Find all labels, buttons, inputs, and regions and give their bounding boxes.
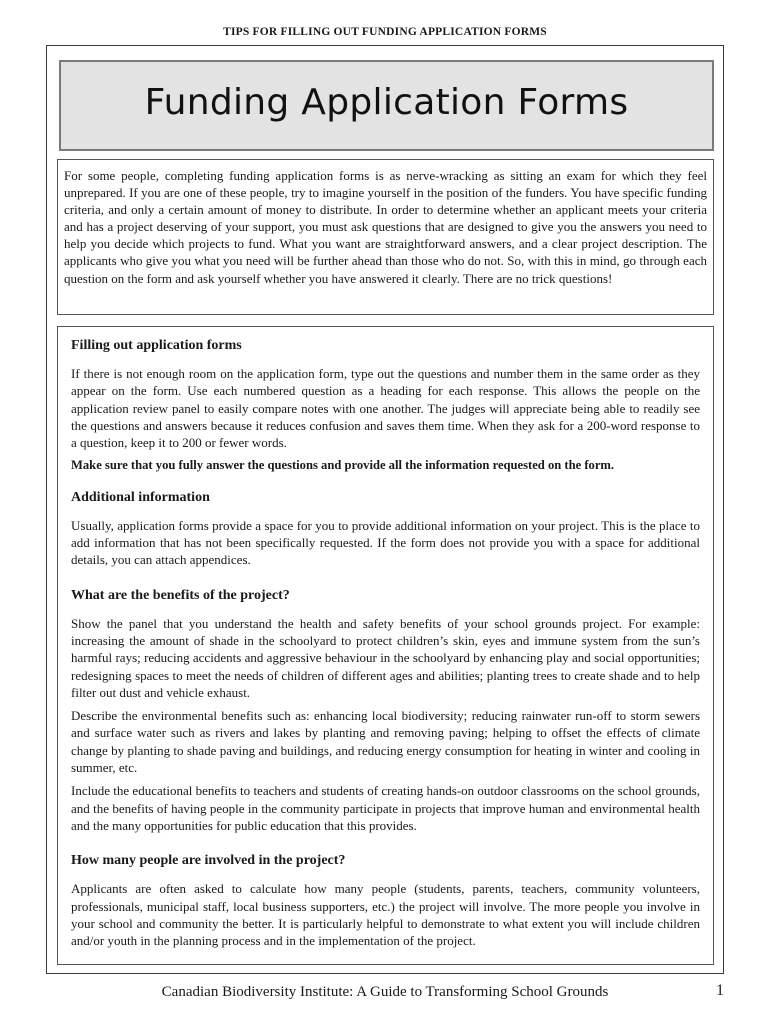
section-additional-info — [71, 489, 700, 587]
section-paragraph: Show the panel that you understand the health and safety benefits of your school grounds project. For example: increasing the amount of shade in the schoolyard to protect children’s skin, eyes and immune system from the sun’s harmful rays; reducing accidents and aggressive behaviour in the schoolyard by enhancing play and social opportunities; redesigning spaces to meet the needs of children of different ages and abilities; planting trees to create shade and to help filter out dust and vehicle exhaust. — [71, 615, 700, 700]
content-box — [57, 326, 714, 965]
section-heading: Additional information — [71, 489, 210, 505]
section-people-involved — [71, 852, 700, 949]
running-head: TIPS FOR FILLING OUT FUNDING APPLICATION FORMS — [223, 26, 547, 38]
emphasis-note: Make sure that you fully answer the questions and provide all the information requested on the form. — [71, 458, 615, 473]
page-title: Funding Application Forms — [144, 82, 629, 123]
section-paragraph: Include the educational benefits to teachers and students of creating hands-on outdoor classrooms on the school grounds, and the benefits of having people in the community participate in projects that improve human and environmental health and the many opportunities for public education that this provides. — [71, 783, 700, 833]
section-paragraph: Usually, application forms provide a space for you to provide additional information on your project. This is the place to add information that has not been specifically requested. If the form does not provide you with a space for additional details, you can attach appendices. — [71, 517, 700, 568]
page-number: 1 — [716, 982, 724, 999]
section-paragraph: Describe the environmental benefits such as: enhancing local biodiversity; reducing rainwater run-off to storm sewers and surface water such as rivers and lakes by planting and removing paving; helping to offset the effects of climate change by planting to shade paving and buildings, and reducing energy consumption for heating in winter and cooling in summer, etc. — [71, 708, 700, 776]
section-benefits — [71, 587, 700, 853]
footer-text: Canadian Biodiversity Institute: A Guide to Transforming School Grounds — [161, 984, 609, 1000]
section-heading: Filling out application forms — [71, 338, 242, 353]
intro-text: For some people, completing funding application forms is as nerve-wracking as sitting an exam for which they feel unprepared. If you are one of these people, try to imagine yourself in the position of the funders. You have specific funding criteria, and only a certain amount of money to distribute. In order to determine whether an applicant meets your criteria and has a project deserving of your support, you must ask questions that are designed to give you the answers you need to help you decide which projects to fund. What you want are straightforward answers, and a clear project description. The applicants who give you what you need will be further ahead than those who do not. So, with this in mind, go through each question on the form and ask yourself whether you have answered it clearly. There are no trick questions! — [64, 168, 707, 286]
section-heading: What are the benefits of the project? — [71, 587, 290, 603]
intro-box — [57, 159, 714, 315]
section-heading: How many people are involved in the project? — [71, 853, 346, 869]
section-paragraph: If there is not enough room on the application form, type out the questions and number them in the same order as they appear on the form. Use each numbered question as a heading for each response. This allows the people on the application review panel to easily compare notes with one another. The judges will appreciate being able to readily see the questions and answers because it reduces confusion and saves them time. When they ask for a 200-word response to a question, keep it to 200 or fewer words. — [71, 366, 700, 451]
section-paragraph: Applicants are often asked to calculate how many people (students, parents, teachers, community volunteers, professionals, municipal staff, local business supporters, etc.) the project will involve. The more people you involve in your school and community the better. It is particularly helpful to demonstrate to what extent you will include children and/or youth in the planning process and in the implementation of the project. — [71, 881, 700, 949]
title-banner — [59, 60, 714, 151]
section-filling-out — [71, 337, 700, 475]
